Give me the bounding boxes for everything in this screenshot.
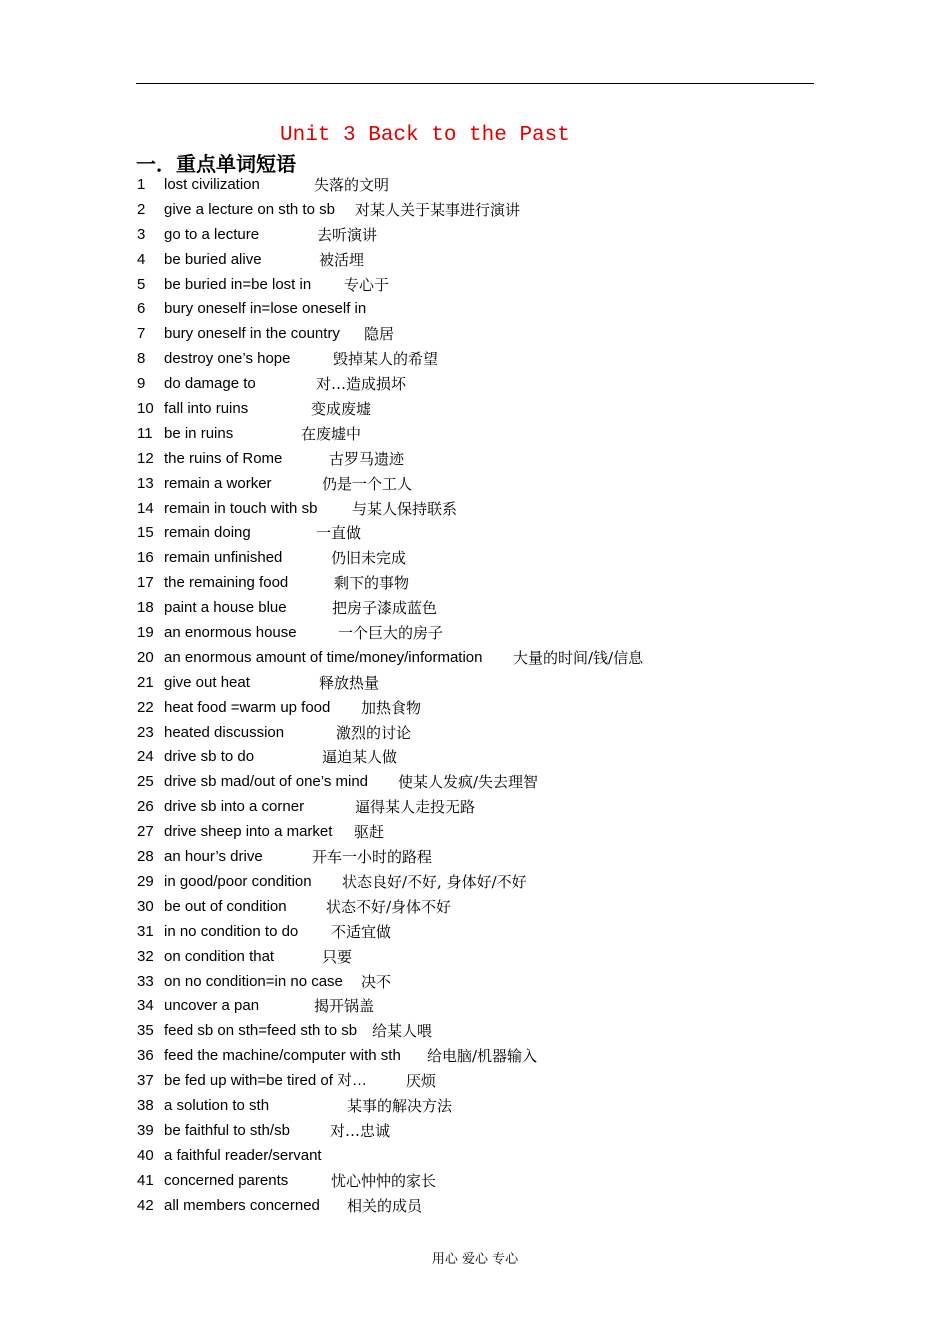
- chinese-meaning: 决不: [361, 972, 392, 991]
- item-number: 7: [137, 325, 146, 343]
- english-phrase: fall into ruins: [164, 400, 249, 418]
- list-item: [137, 571, 817, 596]
- item-number: 38: [137, 1096, 154, 1114]
- chinese-meaning: 失落的文明: [314, 176, 390, 194]
- chinese-meaning: 与某人保持联系: [352, 499, 458, 518]
- list-item: [137, 1069, 817, 1094]
- list-item: [137, 671, 817, 696]
- section-heading: 一．重点单词短语: [136, 152, 296, 176]
- list-item: [137, 1194, 817, 1219]
- list-item: [137, 845, 817, 870]
- item-number: 33: [137, 972, 154, 990]
- english-phrase: the ruins of Rome: [164, 449, 283, 467]
- english-phrase: an enormous house: [164, 624, 297, 642]
- chinese-meaning: 给电脑/机器输入: [427, 1047, 538, 1066]
- page-title: Unit 3 Back to the Past: [280, 124, 570, 147]
- item-number: 4: [137, 250, 146, 268]
- item-number: 5: [137, 275, 146, 293]
- list-item: [137, 696, 817, 721]
- item-number: 39: [137, 1121, 154, 1139]
- list-item: [137, 820, 817, 845]
- chinese-meaning: 对某人关于某事进行演讲: [355, 200, 521, 219]
- english-phrase: remain in touch with sb: [164, 499, 318, 517]
- item-number: 9: [137, 375, 146, 393]
- chinese-meaning: 释放热量: [319, 673, 380, 692]
- item-number: 34: [137, 997, 154, 1015]
- chinese-meaning: 被活埋: [319, 250, 365, 269]
- english-phrase: lost civilization: [164, 176, 260, 193]
- list-item: [137, 297, 817, 322]
- item-number: 8: [137, 350, 146, 368]
- item-number: 32: [137, 947, 154, 965]
- chinese-meaning: 状态不好/身体不好: [326, 897, 452, 916]
- list-item: [137, 546, 817, 571]
- list-item: [137, 596, 817, 621]
- item-number: 27: [137, 823, 154, 841]
- english-phrase: drive sb to do: [164, 748, 255, 766]
- english-phrase: feed the machine/computer with sth: [164, 1047, 401, 1065]
- item-number: 14: [137, 499, 154, 517]
- english-phrase: heat food =warm up food: [164, 698, 331, 716]
- list-item: [137, 447, 817, 472]
- chinese-meaning: 不适宜做: [331, 922, 392, 941]
- list-item: [137, 945, 817, 970]
- item-number: 31: [137, 922, 154, 940]
- list-item: [137, 795, 817, 820]
- chinese-meaning: 仍是一个工人: [322, 474, 413, 493]
- english-phrase: bury oneself in=lose oneself in: [164, 300, 367, 318]
- item-number: 28: [137, 848, 154, 866]
- list-item: [137, 198, 817, 223]
- item-number: 35: [137, 1022, 154, 1040]
- english-phrase: an hour’s drive: [164, 848, 263, 866]
- item-number: 22: [137, 698, 154, 716]
- item-number: 2: [137, 200, 146, 218]
- list-item: [137, 1169, 817, 1194]
- chinese-meaning: 专心于: [344, 275, 390, 294]
- list-item: [137, 497, 817, 522]
- item-number: 13: [137, 474, 154, 492]
- list-item: [137, 397, 817, 422]
- chinese-meaning: 揭开锅盖: [314, 997, 375, 1016]
- item-number: 41: [137, 1171, 154, 1189]
- list-item: [137, 970, 817, 995]
- list-item: [137, 721, 817, 746]
- english-phrase: paint a house blue: [164, 599, 287, 617]
- english-phrase: remain a worker: [164, 474, 272, 492]
- chinese-meaning: 把房子漆成蓝色: [332, 599, 438, 618]
- item-number: 30: [137, 897, 154, 915]
- english-phrase: on condition that: [164, 947, 275, 965]
- chinese-meaning: 一直做: [316, 524, 362, 543]
- item-number: 15: [137, 524, 154, 542]
- english-phrase: be buried alive: [164, 250, 262, 268]
- item-number: 18: [137, 599, 154, 617]
- chinese-meaning: 逼得某人走投无路: [355, 798, 476, 817]
- chinese-meaning: 对…造成损坏: [316, 375, 407, 394]
- list-item: [137, 994, 817, 1019]
- item-number: 40: [137, 1146, 154, 1164]
- english-phrase: drive sheep into a market: [164, 823, 333, 841]
- list-item: [137, 621, 817, 646]
- list-item: [137, 870, 817, 895]
- list-item: [137, 322, 817, 347]
- item-number: 19: [137, 624, 154, 642]
- list-item: [137, 1044, 817, 1069]
- item-number: 24: [137, 748, 154, 766]
- list-item: [137, 770, 817, 795]
- chinese-meaning: 使某人发疯/失去理智: [398, 773, 539, 792]
- list-item: [137, 920, 817, 945]
- chinese-meaning: 一个巨大的房子: [338, 624, 444, 643]
- english-phrase: remain unfinished: [164, 549, 283, 567]
- english-phrase: be faithful to sth/sb: [164, 1121, 290, 1139]
- header-rule: [136, 83, 814, 84]
- list-item: [137, 1144, 817, 1169]
- chinese-meaning: 在废墟中: [301, 424, 362, 443]
- item-number: 25: [137, 773, 154, 791]
- list-item: [137, 173, 817, 198]
- english-phrase: be buried in=be lost in: [164, 275, 312, 293]
- chinese-meaning: 给某人喂: [372, 1022, 433, 1041]
- list-item: [137, 372, 817, 397]
- english-phrase: drive sb mad/out of one’s mind: [164, 773, 369, 791]
- item-number: 17: [137, 574, 154, 592]
- english-phrase: drive sb into a corner: [164, 798, 305, 816]
- english-phrase: in no condition to do: [164, 922, 299, 940]
- chinese-meaning: 忧心忡忡的家长: [331, 1171, 437, 1190]
- chinese-meaning: 古罗马遗迹: [329, 449, 405, 468]
- item-number: 16: [137, 549, 154, 567]
- english-phrase: an enormous amount of time/money/information: [164, 648, 483, 666]
- list-item: [137, 223, 817, 248]
- english-phrase: a faithful reader/servant: [164, 1146, 322, 1164]
- english-phrase: bury oneself in the country: [164, 325, 340, 343]
- item-number: 11: [137, 424, 153, 442]
- english-phrase: all members concerned: [164, 1196, 320, 1214]
- english-phrase: be fed up with=be tired of 对…: [164, 1072, 368, 1090]
- chinese-meaning: 对…忠诚: [330, 1121, 391, 1140]
- chinese-meaning: 剩下的事物: [334, 574, 410, 593]
- english-phrase: the remaining food: [164, 574, 289, 592]
- item-number: 36: [137, 1047, 154, 1065]
- item-number: 37: [137, 1072, 154, 1090]
- chinese-meaning: 驱赶: [354, 823, 385, 842]
- list-item: [137, 745, 817, 770]
- chinese-meaning: 毁掉某人的希望: [333, 350, 439, 369]
- list-item: [137, 895, 817, 920]
- english-phrase: concerned parents: [164, 1171, 289, 1189]
- item-number: 29: [137, 872, 154, 890]
- item-number: 1: [137, 176, 146, 193]
- chinese-meaning: 状态良好/不好, 身体好/不好: [342, 872, 527, 891]
- list-item: [137, 521, 817, 546]
- item-number: 42: [137, 1196, 154, 1214]
- chinese-meaning: 逼迫某人做: [322, 748, 398, 767]
- list-item: [137, 646, 817, 671]
- chinese-meaning: 只要: [322, 947, 353, 966]
- chinese-meaning: 仍旧未完成: [331, 549, 407, 568]
- chinese-meaning: 加热食物: [361, 698, 422, 717]
- chinese-meaning: 大量的时间/钱/信息: [513, 648, 644, 667]
- english-phrase: feed sb on sth=feed sth to sb: [164, 1022, 358, 1040]
- item-number: 21: [137, 673, 154, 691]
- vocabulary-list: [137, 173, 817, 1218]
- item-number: 6: [137, 300, 146, 318]
- item-number: 26: [137, 798, 154, 816]
- chinese-meaning: 激烈的讨论: [336, 723, 412, 742]
- english-phrase: uncover a pan: [164, 997, 260, 1015]
- chinese-meaning: 开车一小时的路程: [312, 848, 433, 867]
- page-footer: 用心 爱心 专心: [431, 1252, 519, 1267]
- list-item: [137, 1119, 817, 1144]
- english-phrase: give out heat: [164, 673, 250, 691]
- item-number: 12: [137, 449, 154, 467]
- english-phrase: be in ruins: [164, 424, 234, 442]
- chinese-meaning: 某事的解决方法: [347, 1096, 453, 1115]
- english-phrase: remain doing: [164, 524, 251, 542]
- english-phrase: on no condition=in no case: [164, 972, 343, 990]
- english-phrase: heated discussion: [164, 723, 285, 741]
- item-number: 23: [137, 723, 154, 741]
- list-item: [137, 347, 817, 372]
- item-number: 10: [137, 400, 154, 418]
- list-item: [137, 1094, 817, 1119]
- english-phrase: give a lecture on sth to sb: [164, 200, 335, 218]
- list-item: [137, 1019, 817, 1044]
- chinese-meaning: 相关的成员: [347, 1196, 423, 1215]
- english-phrase: go to a lecture: [164, 225, 260, 243]
- list-item: [137, 248, 817, 273]
- list-item: [137, 472, 817, 497]
- english-phrase: in good/poor condition: [164, 872, 312, 890]
- chinese-meaning: 变成废墟: [311, 400, 372, 419]
- chinese-meaning: 隐居: [364, 325, 395, 344]
- item-number: 3: [137, 225, 146, 243]
- item-number: 20: [137, 648, 154, 666]
- english-phrase: destroy one’s hope: [164, 350, 291, 368]
- chinese-meaning: 厌烦: [406, 1072, 437, 1091]
- chinese-meaning: 去听演讲: [317, 225, 378, 244]
- list-item: [137, 273, 817, 298]
- list-item: [137, 422, 817, 447]
- english-phrase: a solution to sth: [164, 1096, 270, 1114]
- english-phrase: be out of condition: [164, 897, 287, 915]
- english-phrase: do damage to: [164, 375, 256, 393]
